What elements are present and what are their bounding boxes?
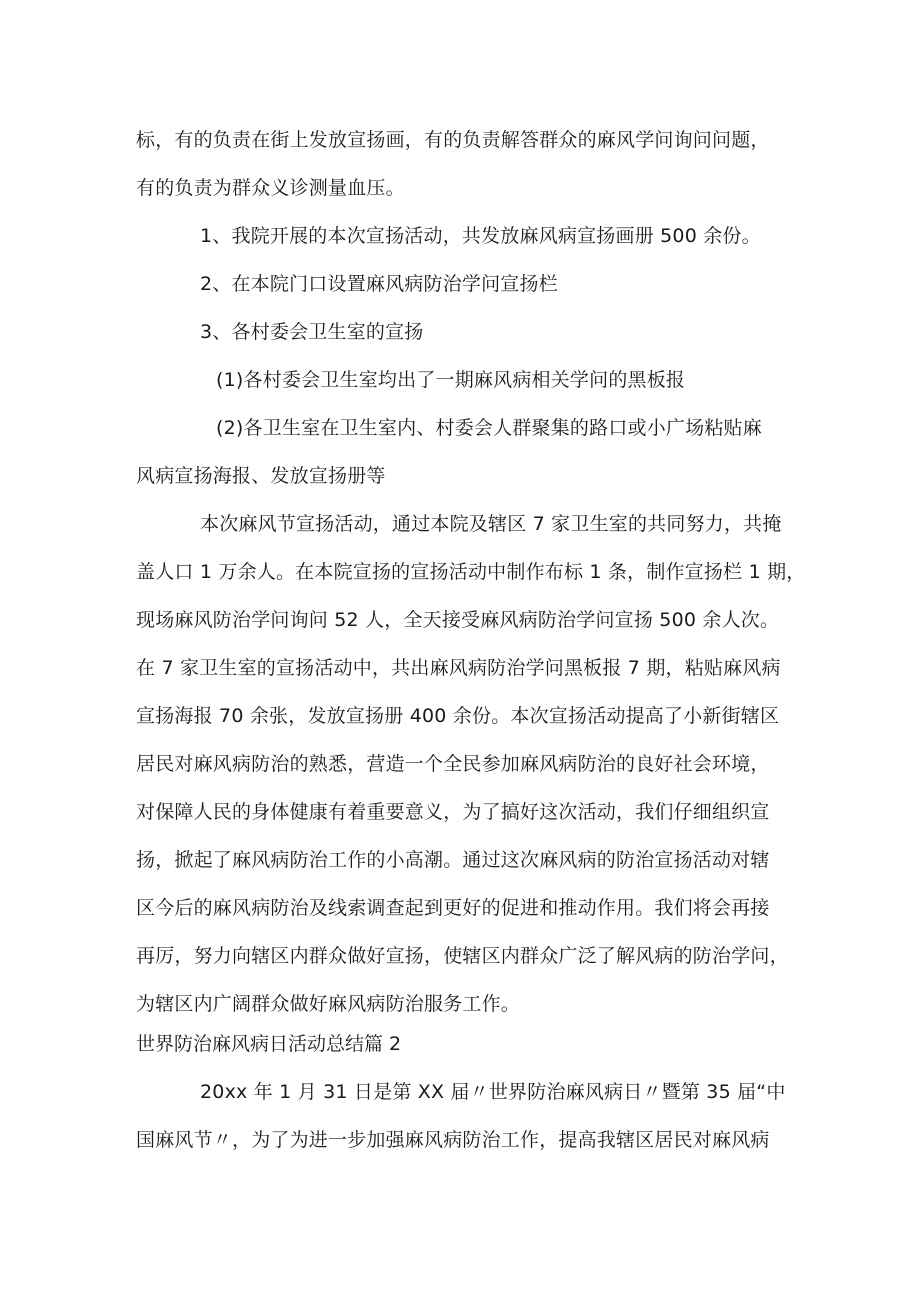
paragraph-line: 盖人口 1 万余人。在本院宣扬的宣扬活动中制作布标 1 条，制作宣扬栏 1 期， — [136, 561, 806, 583]
paragraph-line: 在 7 家卫生室的宣扬活动中，共出麻风病防治学问黑板报 7 期，粘贴麻风病 — [136, 657, 781, 679]
paragraph-line: 本次麻风节宣扬活动，通过本院及辖区 7 家卫生室的共同努力，共掩 — [200, 513, 782, 535]
paragraph-line: 宣扬海报 70 余张，发放宣扬册 400 余份。本次宣扬活动提高了小新街辖区 — [136, 705, 780, 727]
paragraph-line: 风病宣扬海报、发放宣扬册等 — [136, 465, 386, 487]
paragraph-line: 区今后的麻风病防治及线索调查起到更好的促进和推动作用。我们将会再接 — [136, 897, 770, 919]
paragraph-line: 扬，掀起了麻风病防治工作的小高潮。通过这次麻风病的防治宣扬活动对辖 — [136, 849, 770, 871]
paragraph-line: 为辖区内广阔群众做好麻风病防治服务工作。 — [136, 993, 521, 1015]
paragraph-line: 标，有的负责在街上发放宣扬画，有的负责解答群众的麻风学问询问问题， — [136, 129, 770, 151]
list-item: 3、各村委会卫生室的宣扬 — [200, 321, 424, 343]
section-heading: 世界防治麻风病日活动总结篇 2 — [136, 1033, 402, 1055]
list-item: 1、我院开展的本次宣扬活动，共发放麻风病宣扬画册 500 余份。 — [200, 225, 761, 247]
paragraph-line: 再厉，努力向辖区内群众做好宣扬，使辖区内群众广泛了解风病的防治学问， — [136, 945, 789, 967]
sub-list-item: (1)各村委会卫生室均出了一期麻风病相关学问的黑板报 — [216, 369, 686, 391]
paragraph-line: 国麻风节〃，为了为进一步加强麻风病防治工作，提高我辖区居民对麻风病 — [136, 1129, 770, 1151]
paragraph-line: 20xx 年 1 月 31 日是第 XX 届〃世界防治麻风病日〃暨第 35 届“中 — [200, 1081, 786, 1103]
paragraph-line: 居民对麻风病防治的熟悉，营造一个全民参加麻风病防治的良好社会环境， — [136, 753, 770, 775]
paragraph-line: 现场麻风防治学问询问 52 人，全天接受麻风病防治学问宣扬 500 余人次。 — [136, 609, 780, 631]
paragraph-line: 有的负责为群众义诊测量血压。 — [136, 177, 405, 199]
list-item: 2、在本院门口设置麻风病防治学问宣扬栏 — [200, 273, 558, 295]
sub-list-item: (2)各卫生室在卫生室内、村委会人群聚集的路口或小广场粘贴麻 — [216, 417, 762, 439]
paragraph-line: 对保障人民的身体健康有着重要意义，为了搞好这次活动，我们仔细组织宣 — [136, 801, 770, 823]
